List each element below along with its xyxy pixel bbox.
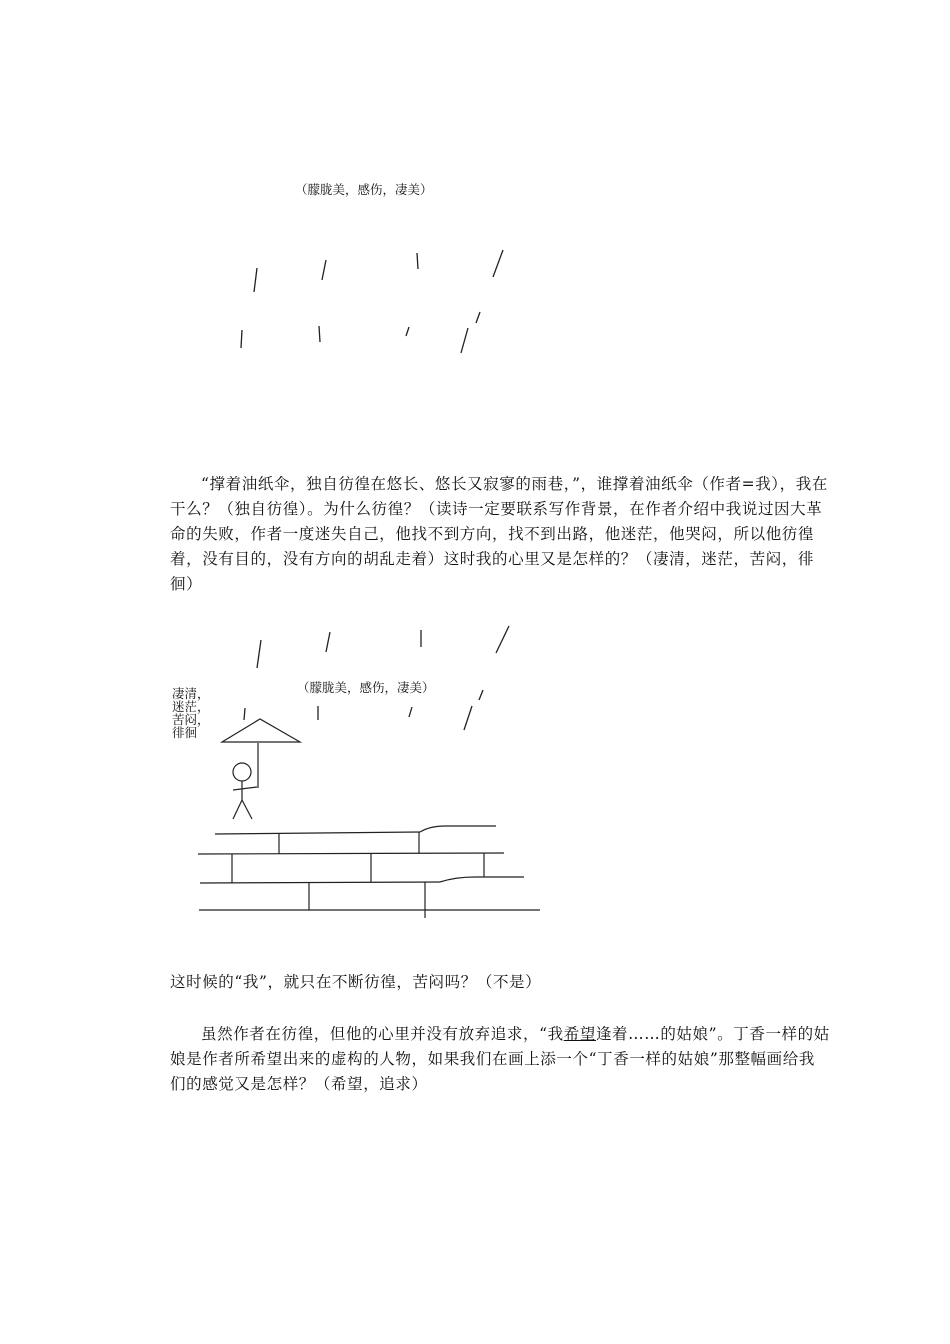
figure2-side-notes bbox=[172, 687, 210, 739]
figure1-caption: （朦胧美，感伤，凄美） bbox=[295, 182, 433, 197]
paragraph-3-underlined: 希望 bbox=[563, 1025, 596, 1043]
side-note-3: 苦闷， bbox=[172, 712, 210, 727]
side-note-1: 凄清， bbox=[172, 686, 210, 701]
rainy-lane-drawing-2 bbox=[0, 620, 950, 930]
paragraph-2: 这时候的“我”，就只在不断彷徨，苦闷吗？（不是） bbox=[170, 973, 542, 991]
rainy-lane-drawing-1 bbox=[0, 120, 950, 440]
paragraph-3-before: 虽然作者在彷徨，但他的心里并没有放弃追求，“我 bbox=[201, 1025, 564, 1043]
paragraph-1: “撑着油纸伞，独自彷徨在悠长、悠长又寂寥的雨巷，”，谁撑着油纸伞（作者=我），我在干么？（独自彷徨）。为什么彷徨？（读诗一定要联系写作背景，在作者介绍中我说过因大革命的失败，作者一度迷失自己，他找不到方向，找不到出路，他迷茫，他哭闷，所以他彷徨着，没有目的，没有方向的胡乱走着）这时我的心里又是怎样的？（凄清，迷茫，苦闷，徘徊） bbox=[170, 475, 828, 593]
figure-rainy-lane-2 bbox=[0, 620, 950, 930]
side-note-2: 迷茫， bbox=[172, 699, 210, 714]
stone-lane-2 bbox=[198, 826, 540, 918]
figure2-caption: （朦胧美，感伤，凄美） bbox=[297, 680, 435, 695]
paragraph-3 bbox=[170, 1022, 830, 1097]
umbrella-figure bbox=[222, 719, 300, 819]
figure-rainy-lane-1 bbox=[0, 120, 950, 440]
side-note-4: 徘徊 bbox=[172, 725, 198, 740]
raindrops-1 bbox=[241, 250, 503, 353]
paragraph-3-after: 逢着……的姑娘”。丁香一样的姑娘是作者所希望出来的虚构的人物，如果我们在画上添一个“丁香一样的姑娘”那整幅画给我们的感觉又是怎样？（希望，追求） bbox=[170, 1025, 830, 1093]
